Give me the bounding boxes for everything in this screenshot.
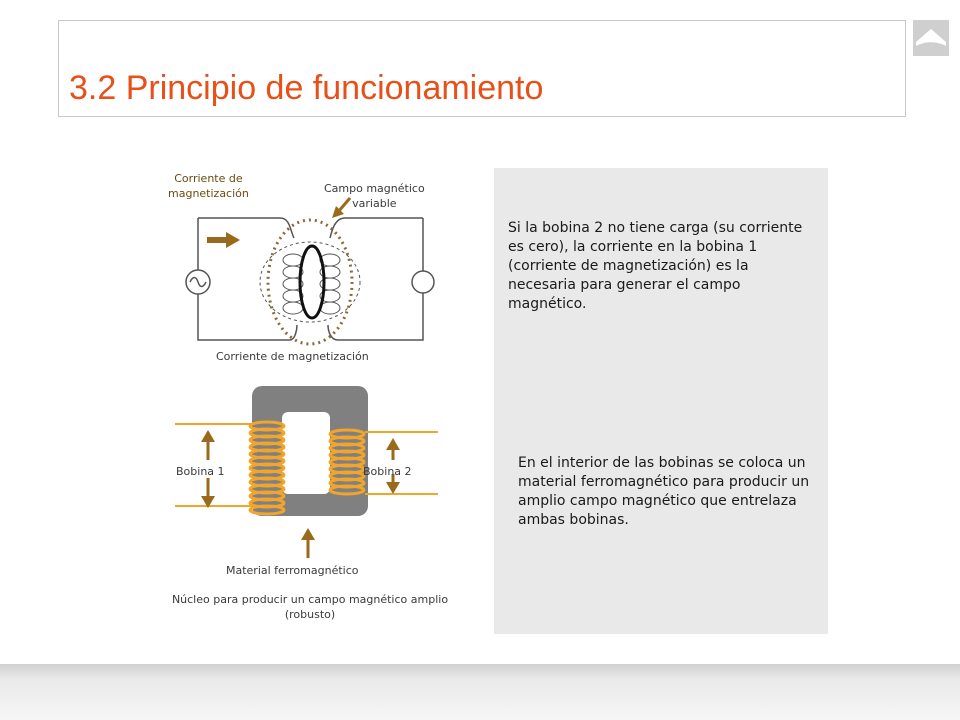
coil-loops xyxy=(260,242,360,322)
diagram-caption: Núcleo para producir un campo magnético amplio (robusto) xyxy=(171,593,449,621)
label-coil-2: Bobina 2 xyxy=(363,465,412,478)
ac-source xyxy=(186,270,210,294)
current-arrow xyxy=(207,232,240,248)
label-coil-1: Bobina 1 xyxy=(176,465,225,478)
label-current-in: Corriente de magnetización xyxy=(168,172,249,200)
slide-title: 3.2 Principio de funcionamiento xyxy=(69,69,544,107)
info-paragraph-1: Si la bobina 2 no tiene carga (su corriente es cero), la corriente en la bobina 1 (corriente de magnetización) es la necesaria para generar el campo magnético. xyxy=(508,220,803,312)
title-box xyxy=(58,20,906,117)
footer-band xyxy=(0,664,960,720)
material-arrow xyxy=(301,528,315,558)
info-panel xyxy=(494,168,828,634)
label-field: Campo magnético variable xyxy=(324,182,425,210)
info-paragraph-2: En el interior de las bobinas se coloca un material ferromagnético para producir un amplio campo magnético que entrelaza ambas bobinas. xyxy=(518,455,810,528)
circuit-drawing xyxy=(160,160,480,630)
coil-2-leads xyxy=(365,432,438,494)
transformer-diagram xyxy=(160,160,480,630)
load-element xyxy=(412,271,434,293)
label-bottom-current: Corriente de magnetización xyxy=(216,350,369,363)
label-material: Material ferromagnético xyxy=(226,564,359,577)
home-icon xyxy=(913,20,949,56)
home-button[interactable] xyxy=(913,20,949,56)
